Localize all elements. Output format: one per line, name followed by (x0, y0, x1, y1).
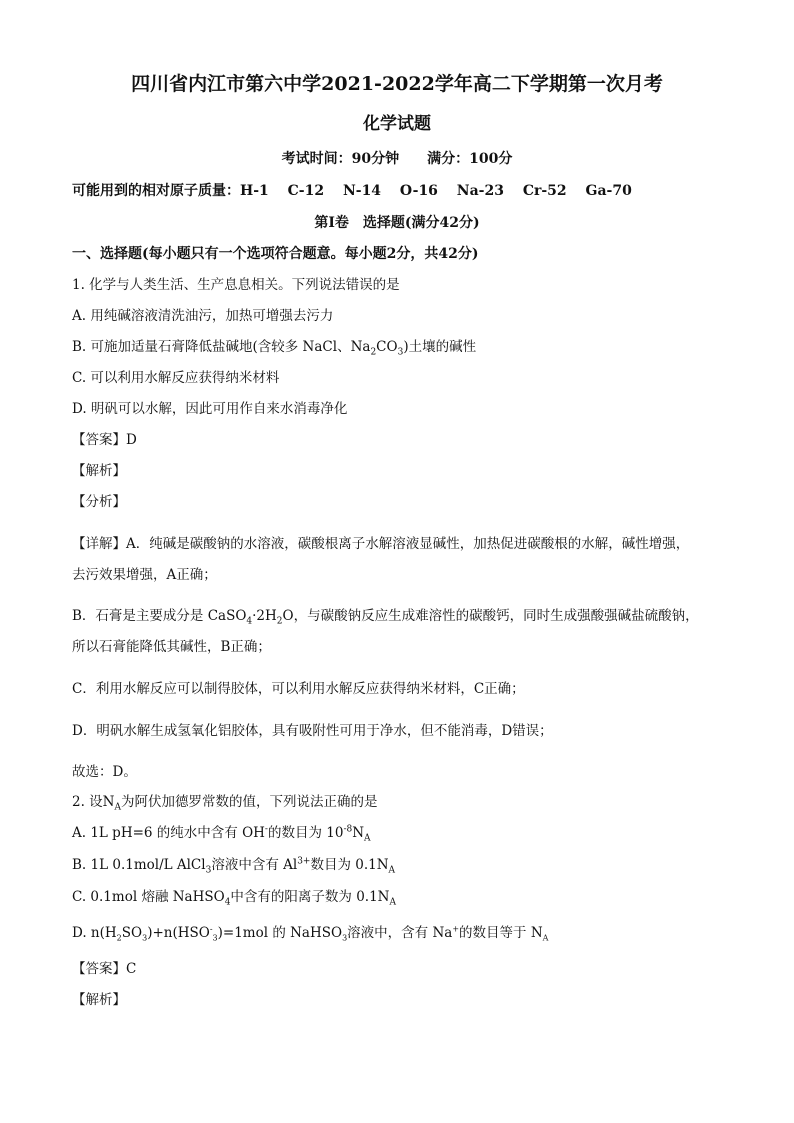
question-2-stem: 2. 设$N_A$为阿伏加德罗常数的值，下列说法正确的是 (72, 794, 378, 813)
question-1-detail-c: C．利用水解反应可以制得胶体，可以利用水解反应获得纳米材料，C正确； (72, 681, 525, 697)
atomic-masses: 可能用到的相对原子质量：H-1 C-12 N-14 O-16 Na-23 Cr-52 Ga-70 (72, 183, 632, 199)
question-1-option-d: D. 明矾可以水解，因此可用作自来水消毒净化 (72, 401, 348, 417)
question-1-detail-d: D．明矾水解生成氢氧化铝胶体，具有吸附性可用于净水，但不能消毒，D错误； (72, 723, 553, 739)
exam-info: 考试时间：90分钟 满分：100分 (281, 151, 513, 167)
section-title: 一、选择题(每小题只有一个选项符合题意。每小题2分，共42分) (72, 246, 479, 262)
question-1-detail-b-line2: 所以石膏能降低其碱性，B正确； (72, 639, 271, 655)
question-1-analysis-label: 【解析】 (72, 463, 126, 479)
question-1-detail-b-line1: B．石膏是主要成分是 $CaSO_4\cdot 2H_2O$，与碳酸钠反应生成难溶性的碳酸钙，同时生成强酸强碱盐硫酸钠， (72, 608, 699, 627)
question-2-answer: 【答案】C (72, 961, 137, 977)
question-1-stem: 1. 化学与人类生活、生产息息相关。下列说法错误的是 (72, 277, 400, 293)
volume-title: 第I卷 选择题(满分42分) (314, 215, 480, 231)
question-2-option-a: A. 1L pH=6 的纯水中含有 OH-的数目为 $10^{-8}N_A$ (72, 824, 371, 844)
question-2-option-b: B. 1L 0.1mol/L AlCl$_3$溶液中含有 $Al^{3+}$数目为 $0.1N_A$ (72, 856, 396, 876)
question-1-option-b: B. 可施加适量石膏降低盐碱地(含较多 NaCl、$Na_2CO_3$)土壤的碱性 (72, 339, 477, 358)
question-1-option-a: A. 用纯碱溶液清洗油污，加热可增强去污力 (72, 308, 334, 324)
question-1-conclusion: 故选：D。 (72, 764, 137, 780)
question-2-analysis-label: 【解析】 (72, 992, 126, 1008)
document-title: 四川省内江市第六中学2021-2022学年高二下学期第一次月考 (131, 73, 663, 95)
question-1-fenxi-label: 【分析】 (72, 494, 126, 510)
question-1-detail-a-line2: 去污效果增强，A正确； (72, 567, 217, 583)
question-1-option-c: C. 可以利用水解反应获得纳米材料 (72, 370, 280, 386)
document-subtitle: 化学试题 (363, 114, 431, 134)
question-2-option-c: C. 0.1mol 熔融 NaHSO$_4$中含有的阳离子数为 $0.1N_A$ (72, 889, 396, 908)
question-1-detail-a-line1: 【详解】A．纯碱是碳酸钠的水溶液，碳酸根离子水解溶液显碱性，加热促进碳酸根的水解，碱性增强， (72, 536, 690, 552)
question-2-option-d: D. $n(H_2SO_3)+n(HSO^-_3)=1mol$ 的 NaHSO$_3$溶液中，含有 Na+的数目等于 $N_A$ (72, 924, 549, 943)
question-1-answer: 【答案】D (72, 432, 137, 448)
